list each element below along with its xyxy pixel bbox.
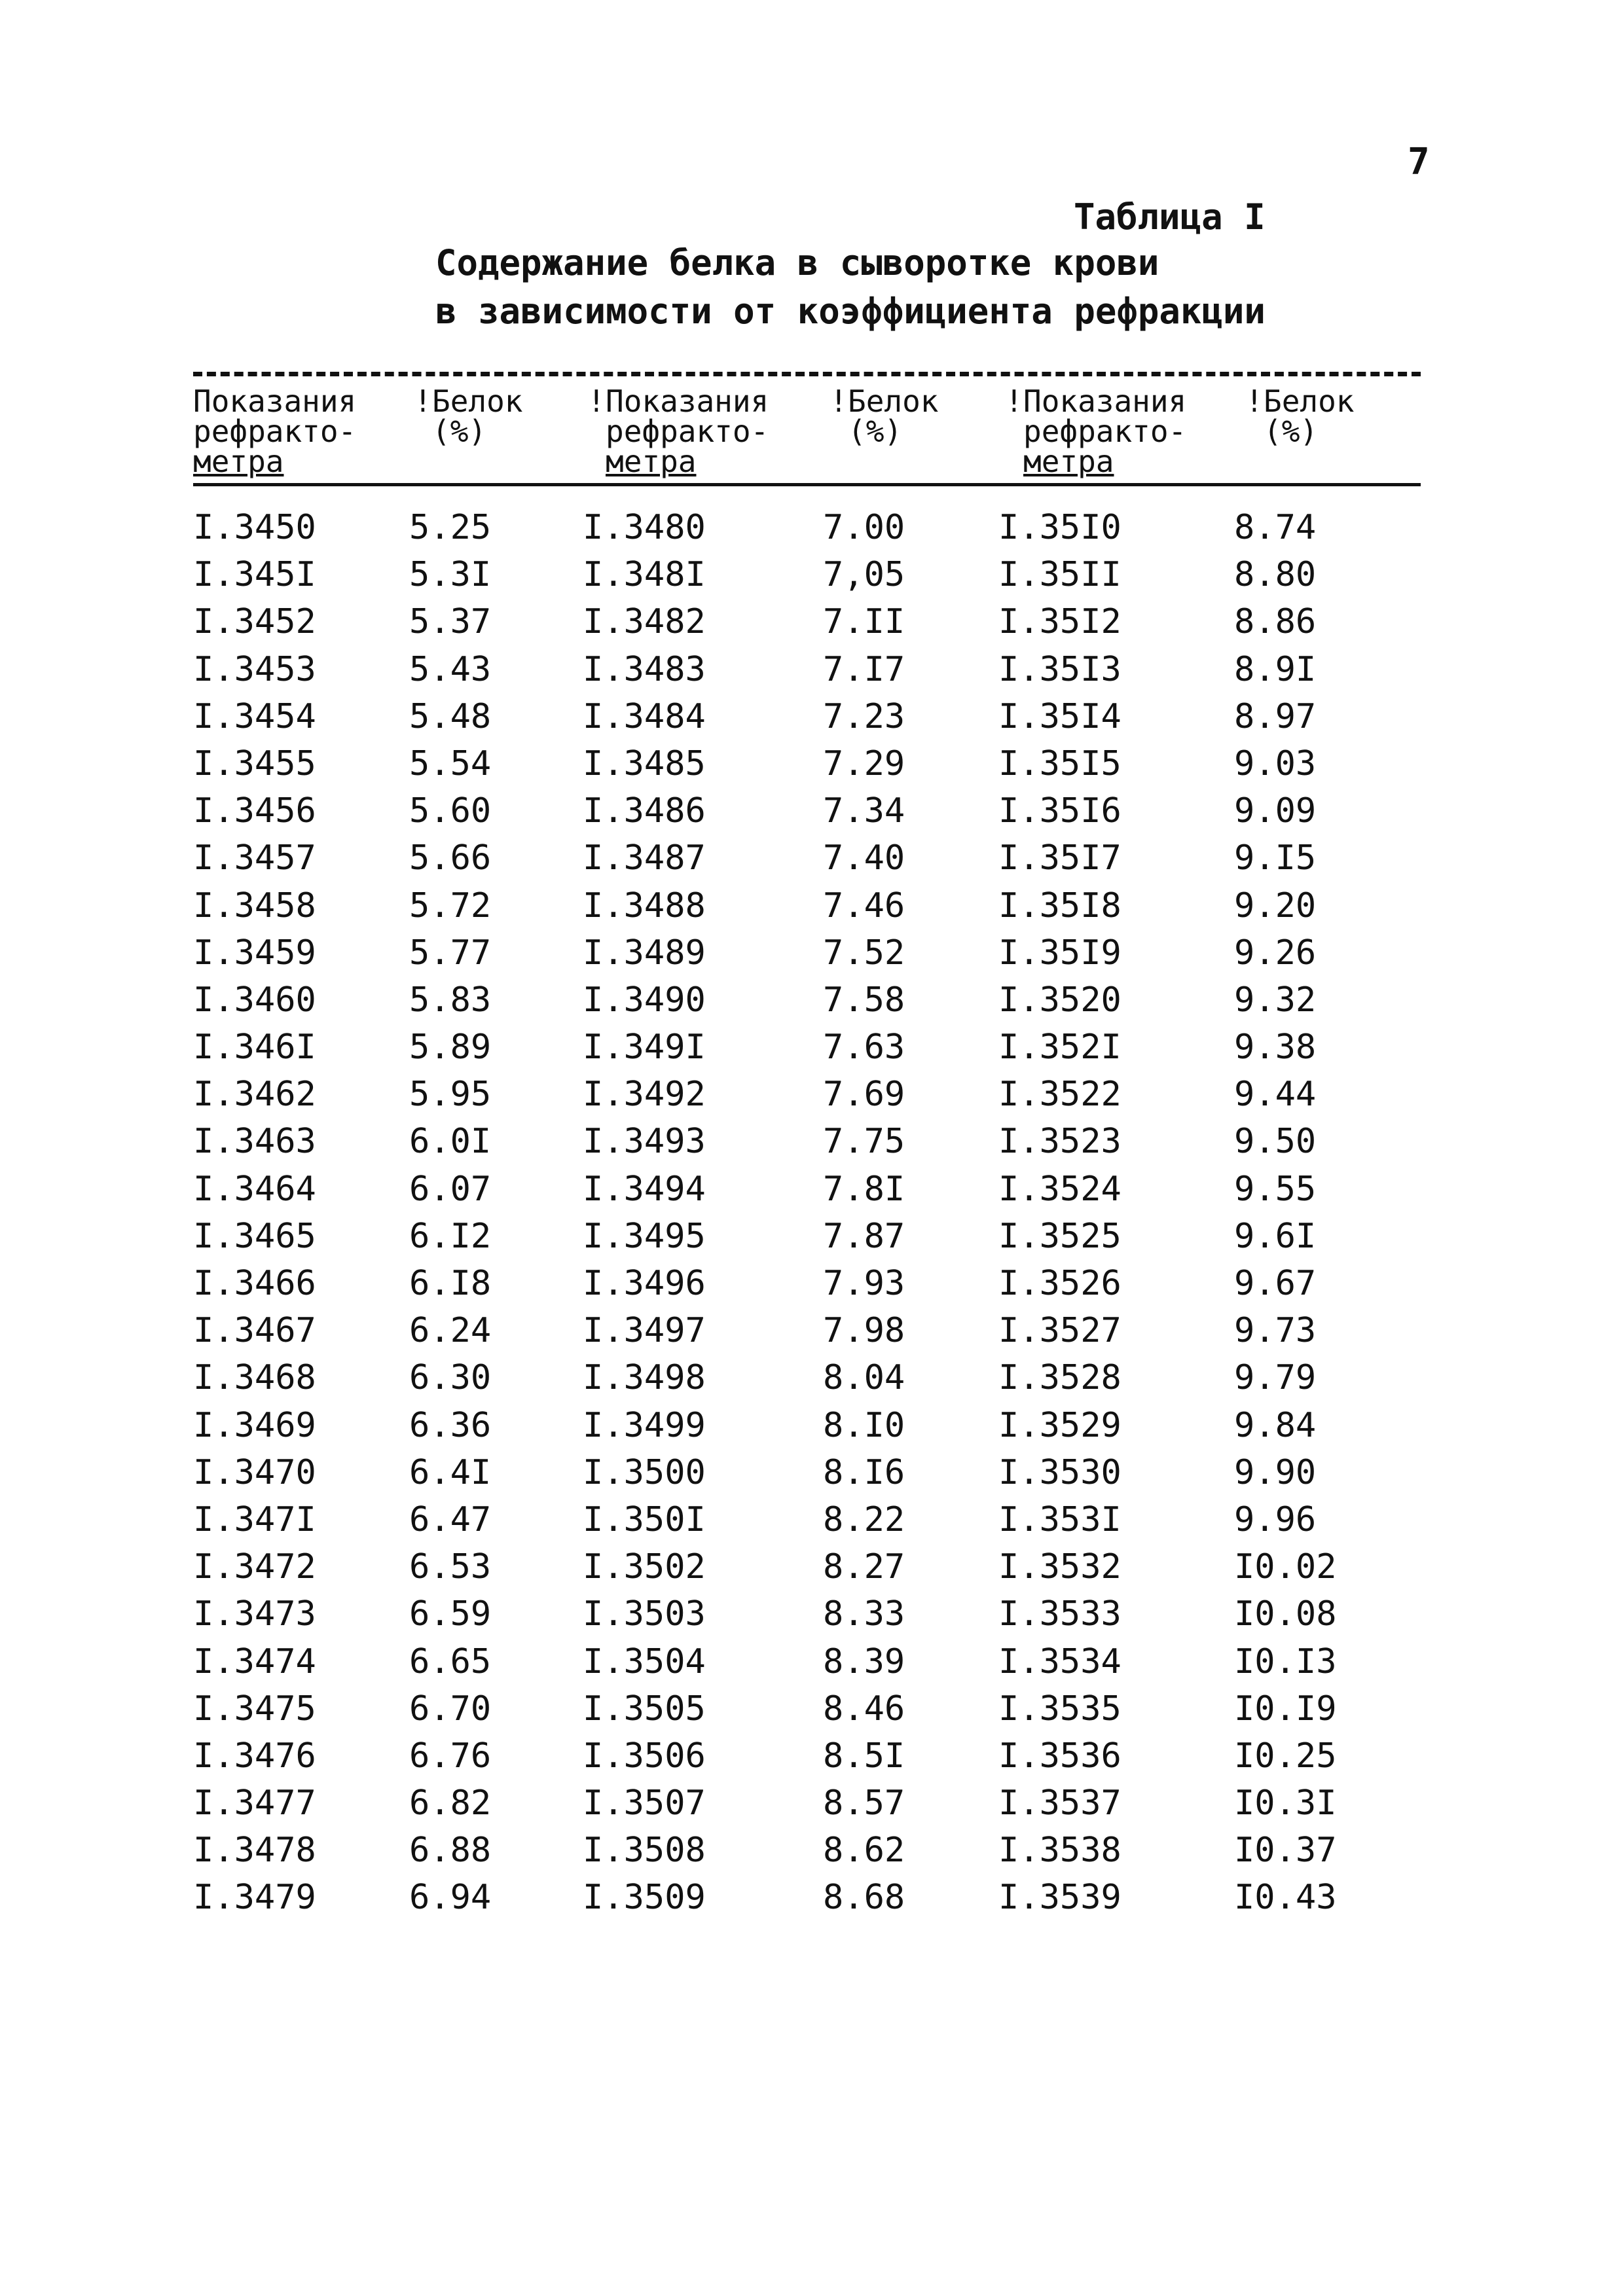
cell-protein: 8.86 bbox=[1234, 602, 1317, 642]
cell-reading: I.35I9 bbox=[998, 933, 1122, 973]
cell-protein: 9.6I bbox=[1234, 1216, 1317, 1256]
cell-reading: I.35I0 bbox=[998, 508, 1122, 547]
cell-protein: 8.9I bbox=[1234, 649, 1317, 689]
cell-protein: 7.00 bbox=[823, 508, 905, 547]
cell-protein: 9.38 bbox=[1234, 1028, 1317, 1067]
cell-protein: 5.48 bbox=[409, 696, 492, 736]
cell-reading: I.35I4 bbox=[998, 696, 1122, 736]
table-row bbox=[193, 1449, 1421, 1496]
table-title bbox=[435, 239, 1266, 336]
cell-reading: I.3499 bbox=[583, 1405, 706, 1445]
cell-reading: I.3457 bbox=[193, 838, 316, 878]
column-separator: ! bbox=[1005, 384, 1023, 419]
cell-protein: I0.43 bbox=[1234, 1878, 1337, 1918]
cell-reading: I.3454 bbox=[193, 696, 316, 736]
table-row bbox=[193, 1024, 1421, 1071]
cell-reading: I.3468 bbox=[193, 1358, 316, 1398]
cell-protein: 9.26 bbox=[1234, 933, 1317, 973]
cell-reading: I.3487 bbox=[583, 838, 706, 878]
title-line: в зависимости от коэффициента рефракции bbox=[435, 291, 1266, 332]
header-text: рефракто- bbox=[193, 414, 357, 449]
cell-protein: 8.57 bbox=[823, 1784, 905, 1823]
cell-protein: 5.77 bbox=[409, 933, 492, 973]
cell-reading: I.3486 bbox=[583, 791, 706, 831]
cell-protein: 8.I6 bbox=[823, 1452, 905, 1492]
cell-reading: I.3500 bbox=[583, 1452, 706, 1492]
cell-protein: 7,05 bbox=[823, 555, 905, 595]
cell-reading: I.352I bbox=[998, 1028, 1122, 1067]
cell-reading: I.3479 bbox=[193, 1878, 316, 1918]
cell-reading: I.3472 bbox=[193, 1547, 316, 1587]
cell-protein: 9.67 bbox=[1234, 1264, 1317, 1303]
cell-protein: 6.82 bbox=[409, 1784, 492, 1823]
cell-reading: I.3495 bbox=[583, 1216, 706, 1256]
cell-protein: 8.33 bbox=[823, 1594, 905, 1634]
table-row bbox=[193, 1638, 1421, 1685]
cell-protein: 5.43 bbox=[409, 649, 492, 689]
cell-protein: 8.74 bbox=[1234, 508, 1317, 547]
table-row bbox=[193, 1071, 1421, 1118]
table-row bbox=[193, 1307, 1421, 1354]
cell-protein: 9.44 bbox=[1234, 1075, 1317, 1115]
cell-protein: 6.36 bbox=[409, 1405, 492, 1445]
cell-reading: I.3520 bbox=[998, 980, 1122, 1020]
cell-reading: I.3475 bbox=[193, 1689, 316, 1729]
header-text: (%) bbox=[848, 414, 903, 449]
table-row bbox=[193, 551, 1421, 598]
cell-reading: I.3529 bbox=[998, 1405, 1122, 1445]
cell-protein: 6.I8 bbox=[409, 1264, 492, 1303]
cell-protein: 8.I0 bbox=[823, 1405, 905, 1445]
cell-protein: 6.76 bbox=[409, 1736, 492, 1776]
cell-reading: I.3455 bbox=[193, 744, 316, 783]
cell-reading: I.3470 bbox=[193, 1452, 316, 1492]
cell-reading: I.3503 bbox=[583, 1594, 706, 1634]
cell-reading: I.3476 bbox=[193, 1736, 316, 1776]
table-row bbox=[193, 1402, 1421, 1449]
column-separator: ! bbox=[830, 384, 848, 419]
cell-protein: 5.83 bbox=[409, 980, 492, 1020]
cell-protein: 8.68 bbox=[823, 1878, 905, 1918]
cell-protein: 7.46 bbox=[823, 886, 905, 925]
cell-protein: 7.8I bbox=[823, 1169, 905, 1209]
table-row bbox=[193, 977, 1421, 1024]
header-text: метра bbox=[606, 444, 697, 479]
cell-reading: I.349I bbox=[583, 1028, 706, 1067]
table-row bbox=[193, 1874, 1421, 1921]
cell-reading: I.3477 bbox=[193, 1784, 316, 1823]
cell-protein: 5.54 bbox=[409, 744, 492, 783]
cell-reading: I.3537 bbox=[998, 1784, 1122, 1823]
cell-protein: 5.72 bbox=[409, 886, 492, 925]
cell-protein: 8.27 bbox=[823, 1547, 905, 1587]
cell-protein: 7.I7 bbox=[823, 649, 905, 689]
cell-reading: I.3459 bbox=[193, 933, 316, 973]
cell-reading: I.3530 bbox=[998, 1452, 1122, 1492]
cell-protein: I0.3I bbox=[1234, 1784, 1337, 1823]
cell-protein: 8.39 bbox=[823, 1641, 905, 1681]
cell-protein: 5.37 bbox=[409, 602, 492, 642]
cell-protein: 5.89 bbox=[409, 1028, 492, 1067]
table-row bbox=[193, 1685, 1421, 1732]
header-cell-reading-1 bbox=[193, 386, 356, 478]
table-row bbox=[193, 1260, 1421, 1307]
cell-reading: I.35I5 bbox=[998, 744, 1122, 783]
cell-protein: 6.88 bbox=[409, 1831, 492, 1871]
cell-protein: I0.02 bbox=[1234, 1547, 1337, 1587]
cell-protein: I0.25 bbox=[1234, 1736, 1337, 1776]
cell-protein: I0.I9 bbox=[1234, 1689, 1337, 1729]
table-row bbox=[193, 693, 1421, 740]
header-text: Показания bbox=[606, 384, 769, 419]
table-row bbox=[193, 834, 1421, 882]
table-row bbox=[193, 740, 1421, 787]
cell-reading: I.3460 bbox=[193, 980, 316, 1020]
cell-reading: I.3535 bbox=[998, 1689, 1122, 1729]
cell-reading: I.3492 bbox=[583, 1075, 706, 1115]
cell-reading: I.3522 bbox=[998, 1075, 1122, 1115]
cell-reading: I.3509 bbox=[583, 1878, 706, 1918]
cell-reading: I.35I2 bbox=[998, 602, 1122, 642]
cell-protein: 9.03 bbox=[1234, 744, 1317, 783]
header-text: рефракто- bbox=[606, 414, 769, 449]
table-row bbox=[193, 504, 1421, 551]
table-header bbox=[193, 386, 1421, 483]
table-row bbox=[193, 598, 1421, 645]
cell-protein: 5.66 bbox=[409, 838, 492, 878]
cell-reading: I.3456 bbox=[193, 791, 316, 831]
table-label: Таблица I bbox=[1074, 196, 1266, 238]
header-cell-protein-2 bbox=[830, 384, 939, 478]
cell-reading: I.3504 bbox=[583, 1641, 706, 1681]
header-text: метра bbox=[193, 444, 284, 479]
cell-reading: I.3528 bbox=[998, 1358, 1122, 1398]
cell-reading: I.35II bbox=[998, 555, 1122, 595]
header-cell-reading-3 bbox=[1005, 384, 1187, 479]
cell-reading: I.3453 bbox=[193, 649, 316, 689]
table-row bbox=[193, 1590, 1421, 1638]
cell-protein: I0.08 bbox=[1234, 1594, 1337, 1634]
header-text: Показания bbox=[1023, 384, 1187, 419]
cell-reading: I.3469 bbox=[193, 1405, 316, 1445]
table-row bbox=[193, 1732, 1421, 1780]
table-row bbox=[193, 1496, 1421, 1543]
cell-reading: I.3484 bbox=[583, 696, 706, 736]
cell-reading: I.35I6 bbox=[998, 791, 1122, 831]
table-row bbox=[193, 1166, 1421, 1213]
cell-reading: I.35I8 bbox=[998, 886, 1122, 925]
header-text: Показания bbox=[193, 384, 357, 419]
title-line: Содержание белка в сыворотке крови bbox=[435, 242, 1159, 283]
cell-reading: I.3527 bbox=[998, 1311, 1122, 1351]
cell-protein: 7.87 bbox=[823, 1216, 905, 1256]
cell-protein: 9.32 bbox=[1234, 980, 1317, 1020]
cell-reading: I.350I bbox=[583, 1499, 706, 1539]
cell-protein: 8.80 bbox=[1234, 555, 1317, 595]
table-row bbox=[193, 1827, 1421, 1874]
cell-reading: I.3497 bbox=[583, 1311, 706, 1351]
cell-protein: 7.II bbox=[823, 602, 905, 642]
cell-protein: 6.0I bbox=[409, 1122, 492, 1162]
cell-protein: 7.29 bbox=[823, 744, 905, 783]
table-row bbox=[193, 882, 1421, 929]
cell-protein: 7.75 bbox=[823, 1122, 905, 1162]
column-separator: ! bbox=[414, 384, 432, 419]
cell-protein: 7.40 bbox=[823, 838, 905, 878]
cell-protein: 7.93 bbox=[823, 1264, 905, 1303]
cell-reading: I.347I bbox=[193, 1499, 316, 1539]
cell-reading: I.345I bbox=[193, 555, 316, 595]
cell-reading: I.3532 bbox=[998, 1547, 1122, 1587]
cell-protein: 7.34 bbox=[823, 791, 905, 831]
table-row bbox=[193, 1118, 1421, 1165]
cell-reading: I.3523 bbox=[998, 1122, 1122, 1162]
cell-protein: 8.22 bbox=[823, 1499, 905, 1539]
cell-protein: 5.3I bbox=[409, 555, 492, 595]
cell-reading: I.3485 bbox=[583, 744, 706, 783]
cell-protein: 9.55 bbox=[1234, 1169, 1317, 1209]
cell-reading: I.3493 bbox=[583, 1122, 706, 1162]
cell-protein: 5.25 bbox=[409, 508, 492, 547]
cell-reading: I.3536 bbox=[998, 1736, 1122, 1776]
cell-protein: 5.60 bbox=[409, 791, 492, 831]
cell-protein: 9.73 bbox=[1234, 1311, 1317, 1351]
cell-protein: 8.97 bbox=[1234, 696, 1317, 736]
cell-reading: I.3502 bbox=[583, 1547, 706, 1587]
cell-reading: I.3526 bbox=[998, 1264, 1122, 1303]
cell-protein: 8.5I bbox=[823, 1736, 905, 1776]
header-text: рефракто- bbox=[1023, 414, 1187, 449]
cell-reading: I.3474 bbox=[193, 1641, 316, 1681]
cell-reading: I.3482 bbox=[583, 602, 706, 642]
dashed-top-rule bbox=[193, 372, 1421, 376]
cell-reading: I.353I bbox=[998, 1499, 1122, 1539]
header-cell-reading-2 bbox=[587, 384, 769, 479]
cell-reading: I.3458 bbox=[193, 886, 316, 925]
cell-reading: I.3464 bbox=[193, 1169, 316, 1209]
cell-reading: I.3494 bbox=[583, 1169, 706, 1209]
cell-reading: I.3465 bbox=[193, 1216, 316, 1256]
cell-reading: I.3466 bbox=[193, 1264, 316, 1303]
page-number: 7 bbox=[1408, 141, 1430, 183]
column-separator: ! bbox=[587, 384, 606, 419]
cell-protein: 6.65 bbox=[409, 1641, 492, 1681]
cell-protein: 7.52 bbox=[823, 933, 905, 973]
cell-reading: I.3478 bbox=[193, 1831, 316, 1871]
header-bottom-rule bbox=[193, 483, 1421, 486]
header-cell-protein-3 bbox=[1245, 384, 1355, 478]
cell-reading: I.3488 bbox=[583, 886, 706, 925]
cell-protein: 6.59 bbox=[409, 1594, 492, 1634]
cell-reading: I.3467 bbox=[193, 1311, 316, 1351]
cell-reading: I.3538 bbox=[998, 1831, 1122, 1871]
cell-reading: I.3480 bbox=[583, 508, 706, 547]
cell-protein: 7.23 bbox=[823, 696, 905, 736]
cell-protein: 9.96 bbox=[1234, 1499, 1317, 1539]
cell-protein: 6.53 bbox=[409, 1547, 492, 1587]
cell-protein: 9.50 bbox=[1234, 1122, 1317, 1162]
cell-protein: 9.09 bbox=[1234, 791, 1317, 831]
table-row bbox=[193, 1543, 1421, 1590]
cell-protein: 8.62 bbox=[823, 1831, 905, 1871]
cell-protein: 6.24 bbox=[409, 1311, 492, 1351]
cell-reading: I.3505 bbox=[583, 1689, 706, 1729]
cell-protein: 6.4I bbox=[409, 1452, 492, 1492]
cell-protein: 7.69 bbox=[823, 1075, 905, 1115]
table-row bbox=[193, 1213, 1421, 1260]
cell-reading: I.3462 bbox=[193, 1075, 316, 1115]
cell-reading: I.35I3 bbox=[998, 649, 1122, 689]
cell-reading: I.3483 bbox=[583, 649, 706, 689]
cell-protein: 8.46 bbox=[823, 1689, 905, 1729]
header-text: (%) bbox=[1264, 414, 1319, 449]
header-text: метра bbox=[1023, 444, 1114, 479]
column-separator: ! bbox=[1245, 384, 1264, 419]
cell-reading: I.3508 bbox=[583, 1831, 706, 1871]
table-row bbox=[193, 787, 1421, 834]
table-row bbox=[193, 1354, 1421, 1401]
cell-reading: I.3498 bbox=[583, 1358, 706, 1398]
cell-reading: I.3525 bbox=[998, 1216, 1122, 1256]
cell-reading: I.3507 bbox=[583, 1784, 706, 1823]
cell-protein: 6.47 bbox=[409, 1499, 492, 1539]
cell-protein: I0.I3 bbox=[1234, 1641, 1337, 1681]
header-cell-protein-1 bbox=[414, 384, 523, 478]
cell-reading: I.3539 bbox=[998, 1878, 1122, 1918]
cell-reading: I.3489 bbox=[583, 933, 706, 973]
cell-reading: I.3490 bbox=[583, 980, 706, 1020]
cell-protein: 8.04 bbox=[823, 1358, 905, 1398]
cell-protein: 6.94 bbox=[409, 1878, 492, 1918]
header-text: (%) bbox=[432, 414, 487, 449]
table-body bbox=[193, 504, 1421, 1922]
cell-reading: I.3463 bbox=[193, 1122, 316, 1162]
cell-reading: I.35I7 bbox=[998, 838, 1122, 878]
cell-reading: I.3534 bbox=[998, 1641, 1122, 1681]
table-row bbox=[193, 929, 1421, 977]
cell-protein: 9.I5 bbox=[1234, 838, 1317, 878]
cell-protein: I0.37 bbox=[1234, 1831, 1337, 1871]
cell-protein: 5.95 bbox=[409, 1075, 492, 1115]
cell-protein: 7.58 bbox=[823, 980, 905, 1020]
cell-reading: I.346I bbox=[193, 1028, 316, 1067]
cell-reading: I.3533 bbox=[998, 1594, 1122, 1634]
cell-protein: 6.I2 bbox=[409, 1216, 492, 1256]
header-text: Белок bbox=[848, 384, 939, 419]
cell-reading: I.3506 bbox=[583, 1736, 706, 1776]
cell-protein: 6.70 bbox=[409, 1689, 492, 1729]
cell-protein: 6.07 bbox=[409, 1169, 492, 1209]
cell-protein: 9.84 bbox=[1234, 1405, 1317, 1445]
header-text: Белок bbox=[1264, 384, 1355, 419]
cell-protein: 6.30 bbox=[409, 1358, 492, 1398]
table-row bbox=[193, 646, 1421, 693]
cell-reading: I.3473 bbox=[193, 1594, 316, 1634]
cell-protein: 9.20 bbox=[1234, 886, 1317, 925]
cell-reading: I.3452 bbox=[193, 602, 316, 642]
cell-protein: 7.98 bbox=[823, 1311, 905, 1351]
cell-protein: 7.63 bbox=[823, 1028, 905, 1067]
cell-reading: I.348I bbox=[583, 555, 706, 595]
header-text: Белок bbox=[432, 384, 523, 419]
cell-reading: I.3496 bbox=[583, 1264, 706, 1303]
table-row bbox=[193, 1780, 1421, 1827]
cell-reading: I.3450 bbox=[193, 508, 316, 547]
cell-protein: 9.90 bbox=[1234, 1452, 1317, 1492]
cell-protein: 9.79 bbox=[1234, 1358, 1317, 1398]
cell-reading: I.3524 bbox=[998, 1169, 1122, 1209]
